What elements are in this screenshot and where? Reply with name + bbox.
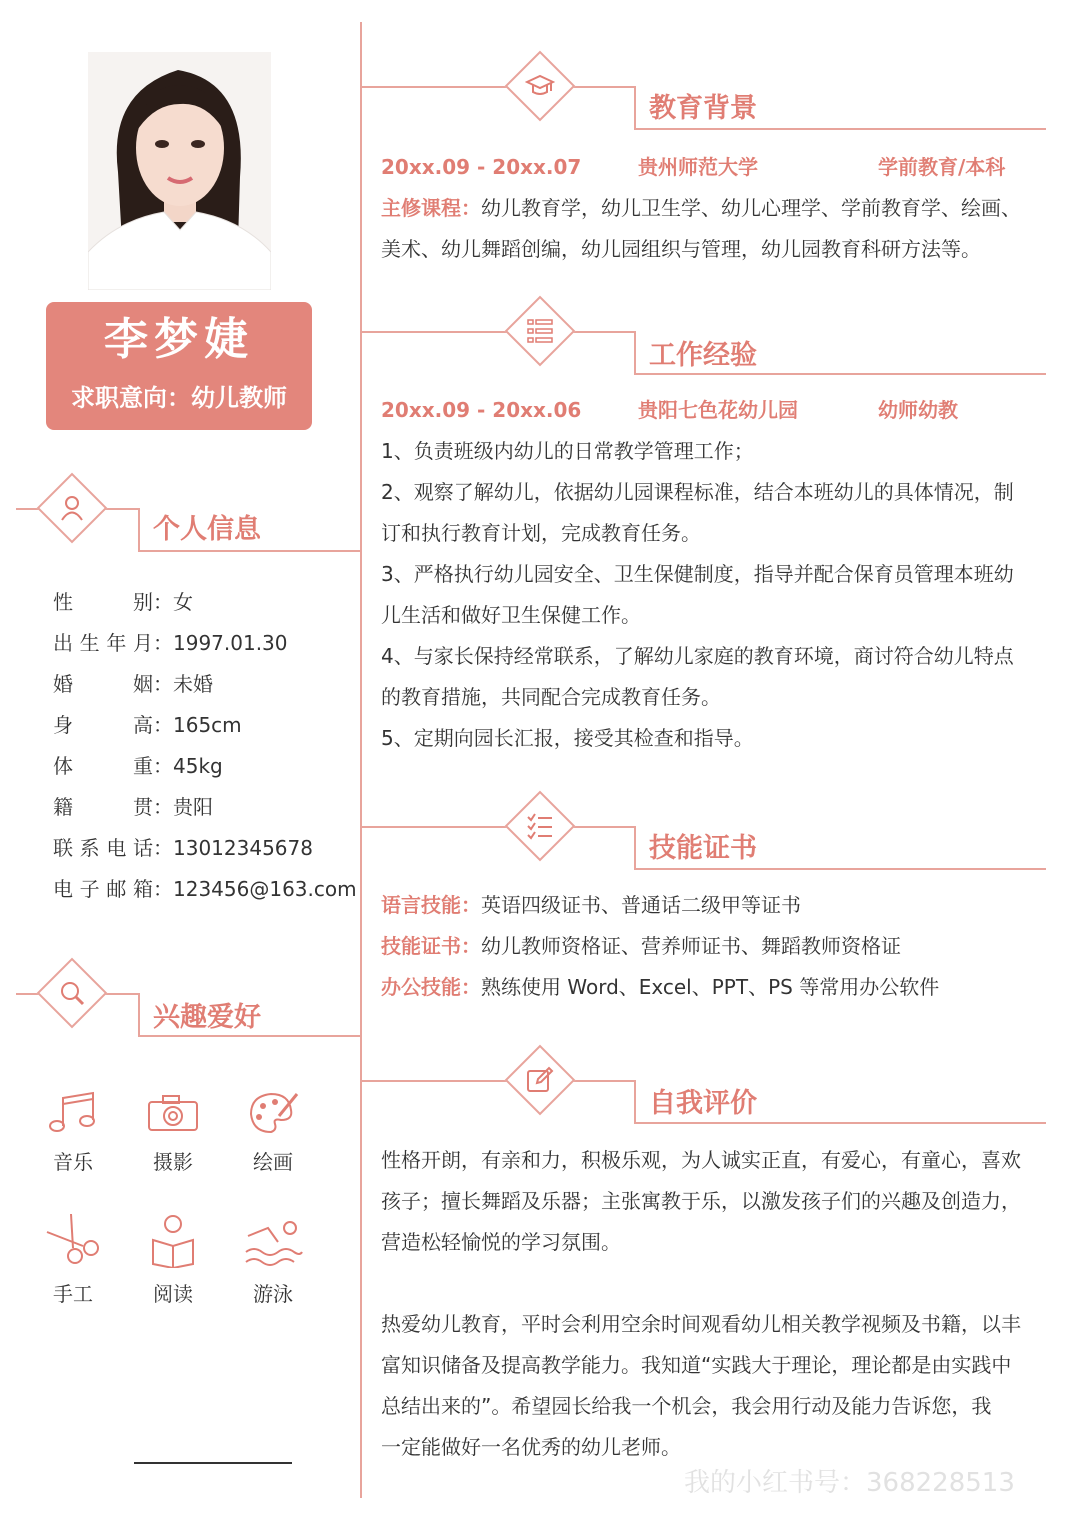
info-value: ：女 xyxy=(153,590,193,614)
center-divider xyxy=(360,22,362,1498)
skill-row xyxy=(381,926,901,967)
hobby-label: 阅读 xyxy=(153,1282,193,1306)
info-row-height xyxy=(53,709,242,738)
self-line: 富知识储备及提高教学能力。我知道“实践大于理论，理论都是由实践中 xyxy=(381,1353,1012,1377)
info-label: 性别 xyxy=(53,590,153,614)
info-row-marital xyxy=(53,668,213,697)
hobby-label: 绘画 xyxy=(253,1150,293,1174)
scissors-icon xyxy=(43,1212,103,1268)
checklist-icon xyxy=(520,806,560,846)
hobby-label: 音乐 xyxy=(53,1150,93,1174)
info-row-phone xyxy=(53,832,313,861)
info-value: ：165cm xyxy=(153,713,242,737)
info-row-birth xyxy=(53,627,288,656)
info-row-hometown xyxy=(53,791,213,820)
skill-row xyxy=(381,967,939,1008)
info-label: 出生年月 xyxy=(53,631,153,655)
work-line: 订和执行教育计划，完成教育任务。 xyxy=(381,521,701,545)
section-line xyxy=(362,331,636,333)
section-line xyxy=(362,1080,636,1082)
info-label: 婚姻 xyxy=(53,672,153,696)
self-line: 一定能做好一名优秀的幼儿老师。 xyxy=(381,1435,681,1459)
info-label: 身高 xyxy=(53,713,153,737)
hobby-label: 手工 xyxy=(53,1282,93,1306)
self-line: 营造松轻愉悦的学习氛围。 xyxy=(381,1230,621,1254)
info-value: ：贵阳 xyxy=(153,795,213,819)
courses-label: 主修课程： xyxy=(381,196,481,220)
edu-major: 学前教育/本科 xyxy=(878,155,1006,179)
palette-icon xyxy=(245,1090,301,1136)
work-line: 儿生活和做好卫生保健工作。 xyxy=(381,603,641,627)
candidate-name: 李梦婕 xyxy=(104,314,254,365)
edu-period: 20xx.09 - 20xx.07 xyxy=(381,155,582,179)
info-label: 体重 xyxy=(53,754,153,778)
info-value: ：未婚 xyxy=(153,672,213,696)
person-icon xyxy=(52,488,92,528)
info-label: 电子邮箱 xyxy=(53,877,153,901)
info-row-email xyxy=(53,873,357,902)
work-line: 5、定期向园长汇报，接受其检查和指导。 xyxy=(381,726,754,750)
info-value: ：13012345678 xyxy=(153,836,313,860)
name-card xyxy=(46,302,312,430)
work-line: 2、观察了解幼儿，依据幼儿园课程标准，结合本班幼儿的具体情况，制 xyxy=(381,480,1014,504)
graduation-cap-icon xyxy=(520,66,560,106)
work-line: 4、与家长保持经常联系，了解幼儿家庭的教育环境，商讨符合幼儿特点 xyxy=(381,644,1014,668)
skill-row xyxy=(381,885,801,926)
skill-label: 语言技能： xyxy=(381,893,481,917)
hobby-label: 摄影 xyxy=(153,1150,193,1174)
section-title: 教育背景 xyxy=(649,93,757,124)
info-row-weight xyxy=(53,750,223,779)
self-line: 热爱幼儿教育，平时会利用空余时间观看幼儿相关教学视频及书籍，以丰 xyxy=(381,1312,1021,1336)
edit-icon xyxy=(520,1060,560,1100)
section-line xyxy=(362,86,636,88)
hobby-handcraft xyxy=(38,1212,108,1307)
edu-courses-line1 xyxy=(381,188,1021,229)
hobby-photography xyxy=(138,1090,208,1175)
edu-courses-line2: 美术、幼儿舞蹈创编，幼儿园组织与管理，幼儿园教育科研方法等。 xyxy=(381,237,981,261)
info-label: 籍贯 xyxy=(53,795,153,819)
info-row-gender xyxy=(53,586,193,615)
work-period: 20xx.09 - 20xx.06 xyxy=(381,398,582,422)
work-company: 贵阳七色花幼儿园 xyxy=(638,398,798,422)
list-icon xyxy=(520,311,560,351)
hobby-reading xyxy=(138,1212,208,1307)
info-value: ：123456@163.com xyxy=(153,877,357,901)
hobby-painting xyxy=(238,1090,308,1175)
section-title: 自我评价 xyxy=(649,1088,757,1119)
hobby-label: 游泳 xyxy=(253,1282,293,1306)
section-line xyxy=(362,826,636,828)
work-line: 1、负责班级内幼儿的日常教学管理工作； xyxy=(381,439,754,463)
profile-photo xyxy=(88,52,271,290)
camera-icon xyxy=(145,1090,201,1136)
search-icon xyxy=(52,973,92,1013)
info-value: ：45kg xyxy=(153,754,223,778)
skill-label: 办公技能： xyxy=(381,975,481,999)
info-value: ：1997.01.30 xyxy=(153,631,288,655)
work-line: 3、严格执行幼儿园安全、卫生保健制度，指导并配合保育员管理本班幼 xyxy=(381,562,1014,586)
hobby-music xyxy=(38,1090,108,1175)
self-line: 性格开朗，有亲和力，积极乐观，为人诚实正直，有爱心，有童心，喜欢 xyxy=(381,1148,1021,1172)
job-intent: 求职意向：幼儿教师 xyxy=(71,384,287,412)
book-icon xyxy=(145,1212,201,1268)
left-footer-line xyxy=(134,1462,292,1464)
section-title: 个人信息 xyxy=(153,514,261,545)
skill-value: 英语四级证书、普通话二级甲等证书 xyxy=(481,893,801,917)
self-line: 孩子；擅长舞蹈及乐器；主张寓教于乐，以激发孩子们的兴趣及创造力， xyxy=(381,1189,1021,1213)
skill-value: 幼儿教师资格证、营养师证书、舞蹈教师资格证 xyxy=(481,934,901,958)
edu-school: 贵州师范大学 xyxy=(638,155,758,179)
hobby-swimming xyxy=(238,1212,308,1307)
courses-text: 幼儿教育学，幼儿卫生学、幼儿心理学、学前教育学、绘画、 xyxy=(481,196,1021,220)
section-title: 兴趣爱好 xyxy=(153,1002,261,1033)
portrait-illustration xyxy=(88,52,271,290)
section-title: 技能证书 xyxy=(649,833,757,864)
self-line: 总结出来的”。希望园长给我一个机会，我会用行动及能力告诉您，我 xyxy=(381,1394,992,1418)
section-title: 工作经验 xyxy=(649,340,757,371)
skill-label: 技能证书： xyxy=(381,934,481,958)
work-line: 的教育措施，共同配合完成教育任务。 xyxy=(381,685,721,709)
swimmer-icon xyxy=(242,1212,304,1268)
music-icon xyxy=(45,1090,101,1136)
watermark-text: 我的小红书号：368228513 xyxy=(684,1468,1015,1498)
work-position: 幼师幼教 xyxy=(878,398,958,422)
info-label: 联系电话 xyxy=(53,836,153,860)
skill-value: 熟练使用 Word、Excel、PPT、PS 等常用办公软件 xyxy=(481,975,940,999)
